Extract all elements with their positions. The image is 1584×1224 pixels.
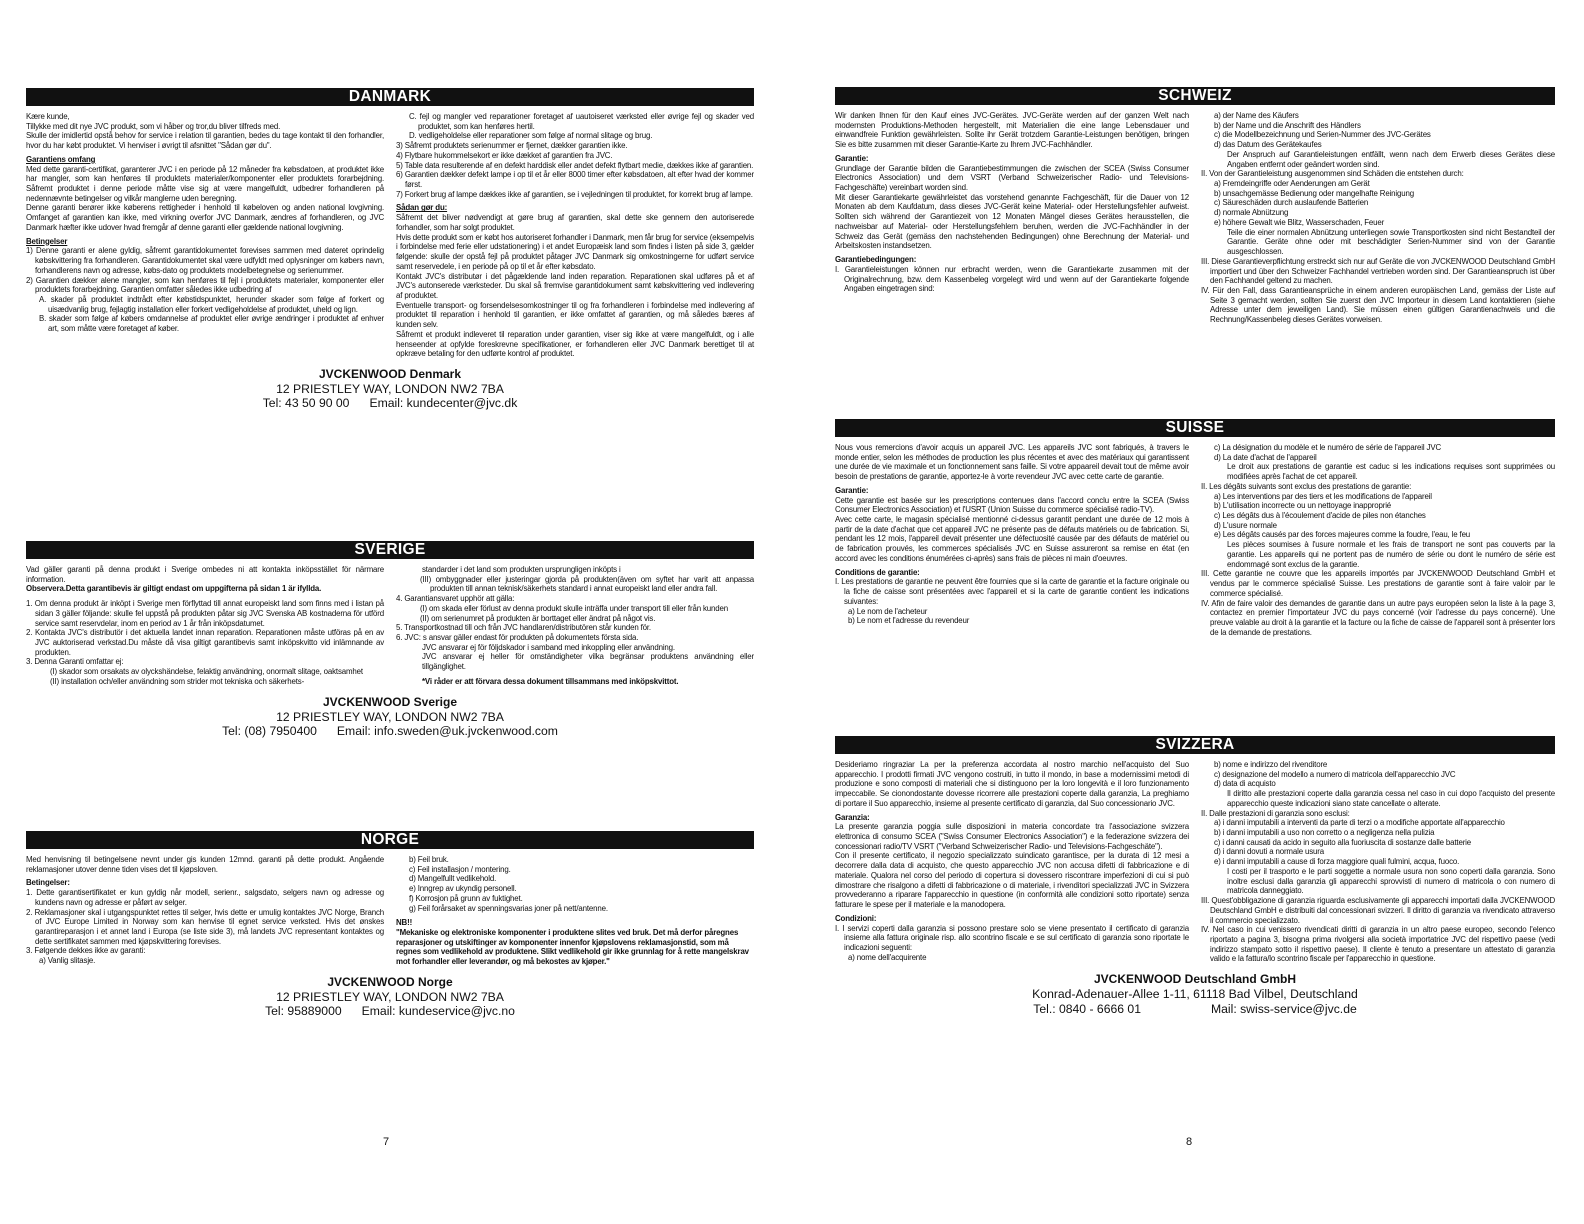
paragraph: Con il presente certificato, il negozio specializzato suindicato garantisce, per la durata di 12 mesi a decorrere dalla data di acquisto, che questo apparecchio JVC non accusa difetti di fabbricazione e di materiale. Qualora nel corso del periodo di copertura si dovessero riscontrare imperfezioni di cui si può dimostrare che risalgono a difetti di fabbricazione o di materiale, i rivenditori specializzati JVC in Svizzera provvederanno a riparare l'apparecchio in questione (in conformità alle condizioni sotto riportate) senza fatturare le spese per il materiale e la manodopera. bbox=[835, 851, 1189, 910]
paragraph: Med dette garanti-certifikat, garanterer JVC i en periode på 12 måneder fra købsdatoen, at produktet ikke har mangler, som kan henføres til produktets materialer/komponenter eller produktets forarbejdning. Såfremt produktet i denne periode måtte vise sig at være mangelfuldt, udbedrer forhandleren på nedennævnte betingelser og vilkår manglerne uden beregning. bbox=[26, 164, 384, 203]
list-item: c) die Modellbezeichnung und Serien-Nummer des JVC-Gerätes bbox=[1214, 130, 1431, 140]
subheading: Garanzia: bbox=[835, 812, 870, 822]
list-item: (II) installation och/eller användning som strider mot tekniska och säkerhets- bbox=[50, 676, 305, 686]
list-item: 1. Om denna produkt är inköpt i Sverige men förflyttad till annat europeiskt land som finns med i listan på sidan 3 gäller följande: skulle fel uppstå på produkten påtar sig JVC Svenska AB kostnaderna för utförd service samt reservdelar, inom en period av 1 år från inköpsdatumet. bbox=[26, 599, 384, 628]
paragraph: Kære kunde, bbox=[26, 112, 70, 121]
column-right bbox=[396, 855, 754, 967]
paragraph: I costi per il trasporto e le parti soggette a normale usura non sono coperti dalla garanzia. Sono inoltre esclusi dalla garanzia gli apparecchi sprovvisti di numero di matricola o con numero di matricola danneggiato. bbox=[1227, 866, 1555, 896]
column-left bbox=[26, 855, 384, 967]
paragraph: Le droit aux prestations de garantie est caduc si les indications requises sont supprimées ou modifiées après l'achat de cet appareil. bbox=[1227, 462, 1555, 482]
list-item: I. Les prestations de garantie ne peuvent être fournies que si la carte de garantie et la facture originale ou la fiche de caisse sont présentées avec l'appareil et si la carte de garantie contient les indications suivantes: bbox=[835, 577, 1189, 606]
paragraph: Såfremt et produkt indleveret til reparation under garantien, viser sig ikke at være mangelfuldt, og i alle henseender at opfylde foreskrevne specifikationer, er forhandleren eller JVC Danmark berettiget til at opkræve betaling for den udførte kontrol af produktet. bbox=[396, 329, 754, 359]
notice: Observera.Detta garantibevis är giltigt endast om uppgifterna på sidan 1 är ifyllda. bbox=[26, 584, 322, 594]
list-item: c) designazione del modello a numero di matricola dell'apparecchio JVC bbox=[1214, 769, 1456, 779]
list-item: I. I servizi coperti dalla garanzia si possono prestare solo se viene presentato il certificato di garanzia insieme alla fattura originale risp. allo scontrino fiscale e se sul certificato di garanzia sono riportate le indicazioni seguenti: bbox=[835, 923, 1189, 952]
paragraph: Il diritto alle prestazioni coperte dalla garanzia cessa nel caso in cui dopo l'acquisto del presente apparecchio queste indicazioni siano state cancellate o alterate. bbox=[1227, 789, 1555, 808]
subheading: Garantiebedingungen: bbox=[835, 255, 917, 265]
column-right bbox=[396, 112, 754, 359]
phone-number: Tel: 95889000 bbox=[265, 1004, 342, 1019]
list-item: (I) om skada eller förlust av denna produkt skulle inträffa under transport till eller från kunden bbox=[420, 603, 728, 613]
paragraph: Eventuelle transport- og forsendelsesomkostninger til og fra forhandleren i forbindelse med indlevering af produktet til reparation i henhold til garantien, er ikke omfattet af garantien, og må således bæres af kunden selv. bbox=[396, 300, 754, 330]
paragraph: Denne garanti berører ikke køberens rettigheder i henhold til købeloven og anden national lovgivning. Omfanget af garantien kan ikke, med virkning overfor JVC Danmark, ændres af forhandleren, og JVC Danmark hæfter ikke udover hvad fremgår af denne garanti eller gældende national lovgivning. bbox=[26, 203, 384, 232]
email-address: Mail: swiss-service@jvc.de bbox=[1210, 1001, 1357, 1016]
list-item: b) unsachgemässe Bedienung oder mangelhafte Reinigung bbox=[1214, 188, 1414, 198]
list-item: II. Les dégâts suivants sont exclus des prestations de garantie: bbox=[1201, 481, 1412, 491]
paragraph: Les pièces soumises à l'usure normale et les frais de transport ne sont pas couverts par la garantie. Les appareils qui ne portent pas de numéro de série ou dont le numéro de série est endommagé sont exclus de la garantie. bbox=[1227, 540, 1555, 569]
list-item: B. skader som følge af købers omdannelse af produktet eller øvrige ændringer i produktet af enhver art, som måtte være foretaget af køber. bbox=[39, 314, 384, 334]
list-item: b) Feil bruk. bbox=[409, 855, 449, 864]
list-item: (I) skador som orsakats av olyckshändelse, felaktig användning, onormalt slitage, oaktsamhet bbox=[50, 667, 363, 677]
phone-number: Tel.: 0840 - 6666 01 bbox=[1033, 1001, 1141, 1016]
notice: "Mekaniske og elektroniske komponenter i produktene slites ved bruk. Det må derfor påregnes reparasjoner og utskiftinger av komponenter innenfor kjøpslovens reklamasjonstid, som må regnes som vedlikehold av produktene. Slikt vedlikehold gir ikke grunnlag for å rette mangelskrav mot forhandler eller leverandør, og må bekostes av kjøper." bbox=[396, 928, 749, 967]
paragraph: Skulle der imidlertid opstå behov for service i relation til garantien, bedes du tage kontakt til den forhandler, hvor du har købt produktet. Vi henviser i øvrigt til afsnittet "Sådan gør du". bbox=[26, 131, 384, 151]
list-item: d) i danni dovuti a normale usura bbox=[1214, 847, 1324, 857]
notice: *Vi råder er att förvara dessa dokument tillsammans med inköpskvittot. bbox=[422, 676, 679, 686]
list-item: 1) Denne garanti er alene gyldig, såfremt garantidokumentet forevises sammen med dateret oprindelig købskvittering fra forhandleren. Garantidokumentet skal være udfyldt med oplysninger om købers navn, forhandlerens navn og adresse, købs-dato og produktets modelbetegnelse og serienummer. bbox=[26, 246, 384, 275]
section-title: DANMARK bbox=[26, 88, 754, 106]
paragraph: Der Anspruch auf Garantieleistungen entfällt, wenn nach dem Erwerb dieses Gerätes diese Angaben entfernt oder geändert worden sind. bbox=[1227, 149, 1555, 169]
list-item: f) Korrosjon på grunn av fuktighet. bbox=[409, 893, 523, 903]
list-item: d) normale Abnützung bbox=[1214, 208, 1289, 218]
page-right bbox=[792, 0, 1584, 1224]
list-item: d) data di acquisto bbox=[1214, 779, 1276, 789]
company-address: 12 PRIESTLEY WAY, LONDON NW2 7BA bbox=[276, 709, 504, 724]
column-right bbox=[1201, 760, 1555, 964]
paragraph: Såfremt det bliver nødvendigt at gøre brug af garantien, skal dette ske gennem den autoriserede forhandler, som har solgt produktet. bbox=[396, 213, 754, 232]
list-item: a) Le nom de l'acheteur bbox=[848, 606, 928, 616]
phone-number: Tel: (08) 7950400 bbox=[222, 724, 317, 739]
section-schweiz bbox=[835, 87, 1555, 325]
paragraph: JVC ansvarar ej för följdskador i samband med inkoppling eller användning. bbox=[422, 642, 675, 652]
list-item: D. vedligeholdelse eller reparationer som følge af normal slitage og brug. bbox=[409, 131, 653, 141]
paragraph: Grundlage der Garantie bilden die Garantiebestimmungen die zwischen der SCEA (Swiss Consumer Electronics Association) und dem VSRT (Verband Schweizerischer Radio- und Televisions-Fachgeschäfte) vereinbart worden sind. bbox=[835, 163, 1189, 193]
list-item: d) L'usure normale bbox=[1214, 520, 1277, 530]
list-item: II. Dalle prestazioni di garanzia sono esclusi: bbox=[1201, 808, 1350, 818]
column-left bbox=[26, 565, 384, 687]
company-address: Konrad-Adenauer-Allee 1-11, 61118 Bad Vilbel, Deutschland bbox=[1032, 987, 1358, 1002]
list-item: c) Säureschäden durch auslaufende Batterien bbox=[1214, 198, 1369, 208]
list-item: a) Fremdeingriffe oder Aenderungen am Gerät bbox=[1214, 179, 1370, 189]
company-name: JVCKENWOOD Sverige bbox=[322, 694, 458, 709]
section-suisse bbox=[835, 419, 1555, 637]
list-item: a) der Name des Käufers bbox=[1214, 111, 1299, 120]
list-item: c) i danni causati da acido in seguito alla fuoriuscita di sostanze dalle batterie bbox=[1214, 837, 1472, 847]
company-address: 12 PRIESTLEY WAY, LONDON NW2 7BA bbox=[276, 381, 504, 396]
phone-number: Tel: 43 50 90 00 bbox=[262, 396, 350, 411]
list-item: IV. Afin de faire valoir des demandes de garantie dans un autre pays européen selon la liste à la page 3, contactez en premier l'importateur JVC du pays concerné (voir l'adresse du pays concerné). Une preuve valable au droit à la garantie et la facture ou la fiche de caisse de l'appareil sont à présenter lors de la demande de prestations. bbox=[1201, 598, 1555, 637]
list-item: 4. Garantiansvaret upphör att gälla: bbox=[396, 594, 515, 604]
page-number: 7 bbox=[383, 1136, 390, 1148]
column-right bbox=[1201, 443, 1555, 637]
list-item: C. fejl og mangler ved reparationer foretaget af uautoiseret værksted eller øvrige fejl og skader ved produktet, som kan henføres hertil. bbox=[409, 112, 754, 131]
email-address: Email: kundeservice@jvc.no bbox=[361, 1004, 515, 1019]
paragraph: Avec cette carte, le magasin spécialisé mentionné ci-dessus garantit pendant une durée de 12 mois à partir de la date d'achat que cet appareil JVC ne présente pas de défauts matériels ou de fabrication. Si, pendant les 12 mois, l'appareil devait présenter une défectuosité causée par des défauts de matériel ou de fabrication prouvés, les commerces spécialisés JVC en Suisse assureront sa remise en état (en accord avec les conditions énumérées ci-après) sans frais de pièces ni main d'oeuvres. bbox=[835, 515, 1189, 563]
list-item: d) Mangelfullt vedlikehold. bbox=[409, 874, 497, 884]
column-left bbox=[835, 443, 1189, 637]
section-sverige bbox=[26, 541, 754, 739]
contact-block bbox=[26, 367, 754, 411]
list-item: d) das Datum des Gerätekaufes bbox=[1214, 140, 1322, 150]
email-address: Email: kundecenter@jvc.dk bbox=[369, 396, 518, 411]
list-item: c) Les dégâts dus à l'écoulement d'acide de piles non étanches bbox=[1214, 511, 1426, 521]
company-name: JVCKENWOOD Deutschland GmbH bbox=[1093, 972, 1297, 987]
company-address: 12 PRIESTLEY WAY, LONDON NW2 7BA bbox=[276, 989, 504, 1004]
subheading: Garantie: bbox=[835, 485, 869, 495]
list-item: c) Feil installasjon / montering. bbox=[409, 864, 511, 874]
list-item: e) i danni imputabili a cause di forza maggiore quali fulmini, acqua, fuoco. bbox=[1214, 857, 1460, 867]
paragraph: standarder i det land som produkten ursprungligen inköpts i bbox=[422, 565, 621, 574]
list-item: 2. Reklamasjoner skal i utgangspunktet rettes til selger, hvis dette er umulig kontaktes JVC Norge, Branch of JVC Europe Limited in Norway som kan henvise til egnet service verksted. Hvis det ønskes garantireparasjon i et annet land i Europa (se liste side 3), må landets JVC representant kontaktes og dette sertifikatet sammen med kjøpskvittering forevises. bbox=[26, 907, 384, 946]
paragraph: Mit dieser Garantiekarte gewährleistet das vorstehend genannte Fachgeschäft, für die Dauer von 12 Monaten ab dem Kaufdatum, dass dieses JVC-Gerät keine Material- oder Herstellungsfehler aufweist. Sollten sich während der Garantiezeit von 12 Monaten Mängel dieses Gerätes herausstellen, die nachweisbar auf Material- oder Herstellungsfehlern beruhen, werden die JVC-Fachhändler in der Schweiz das Gerät (gemäss den nachstehenden Bedingungen) ohne Berechnung der Material- und Arbeitskosten instandsetzen. bbox=[835, 192, 1189, 251]
column-left bbox=[835, 111, 1189, 325]
notice: NB!! bbox=[396, 918, 413, 928]
list-item: a) i danni imputabili a interventi da parte di terzi o a modifiche apportate all'apparecchio bbox=[1214, 818, 1505, 828]
list-item: A. skader på produktet indtrådt efter købstidspunktet, herunder skader som følge af forkert og uisædvanlig brug, fejlagtig installation eller forkert vedligeholdelse af produktet, uheld og lign. bbox=[39, 294, 384, 314]
subheading: Condizioni: bbox=[835, 913, 877, 923]
company-name: JVCKENWOOD Norge bbox=[327, 974, 453, 989]
list-item: 7) Forkert brug af lampe dækkes ikke af garantien, se i vejledningen til produktet, for korrekt brug af lampe. bbox=[396, 189, 753, 199]
list-item: 3. Denna Garanti omfattar ej: bbox=[26, 657, 124, 667]
section-title: NORGE bbox=[26, 831, 754, 849]
list-item: (III) ombyggnader eller justeringar gjorda på produkten(även om syftet har varit att anpassa produkten till annan teknisk/säkerhets standard i annat europeiskt land eller andra fall. bbox=[420, 574, 754, 594]
list-item: a) nome dell'acquirente bbox=[848, 952, 927, 962]
list-item: g) Feil forårsaket av spenningsvarias joner på nett/antenne. bbox=[409, 903, 608, 913]
subheading: Sådan gør du: bbox=[396, 203, 448, 213]
list-item: a) Les interventions par des tiers et les modifications de l'appareil bbox=[1214, 491, 1432, 501]
list-item: I. Garantieleistungen können nur erbracht werden, wenn die Garantiekarte zusammen mit der Originalrechnung, bzw. dem Kassenbeleg vorgelegt wird und wenn auf der Garantiekarte folgende Angaben eingetragen sind: bbox=[835, 264, 1189, 294]
section-norge bbox=[26, 831, 754, 1019]
list-item: (II) om serienumret på produkten är borttaget eller ändrat på något vis. bbox=[420, 613, 656, 623]
list-item: a) Vanlig slitasje. bbox=[39, 956, 96, 966]
subheading: Garantie: bbox=[835, 153, 869, 163]
column-left bbox=[26, 112, 384, 359]
list-item: 6) Garantien dækker defekt lampe i op til et år eller 8000 timer efter købsdatoen, alt efter hvad der kommer først. bbox=[396, 170, 754, 190]
list-item: III. Quest'obbligazione di garanzia riguarda esclusivamente gli apparecchi importati dalla JVCKENWOOD Deutschland GmbH e distribuiti dal concessionari svizzeri. Il diritto di garanzia va rivendicato attraverso il commercio specializzato. bbox=[1201, 896, 1555, 925]
email-address: Email: info.sweden@uk.jvckenwood.com bbox=[336, 724, 558, 739]
subheading: Betingelser: bbox=[26, 878, 70, 888]
paragraph: Hvis dette produkt som er købt hos autoriseret forhandler i Danmark, men får brug for service (eksempelvis i forbindelse med ferie eller udstationering) i et andet Europæisk land som findes i listen på side 3, gælder følgende: skulle der opstå fejl på produktet påtager JVC Danmark sig omkostningerne for udført service samt reservedele, i en periode på op til et år efter købsdato. bbox=[396, 232, 754, 271]
section-title: SVERIGE bbox=[26, 541, 754, 559]
list-item: e) höhere Gewalt wie Blitz, Wasserschaden, Feuer bbox=[1214, 217, 1385, 227]
list-item: 2) Garantien dækker alene mangler, som kan henføres til fejl i produktets materialer, komponenter eller produktets forarbejdning. Garantien omfatter således ikke udbedring af bbox=[26, 275, 384, 295]
list-item: e) Les dégâts causés par des forces majeures comme la foudre, l'eau, le feu bbox=[1214, 530, 1471, 540]
list-item: c) La désignation du modèle et le numéro de série de l'appareil JVC bbox=[1214, 443, 1442, 452]
list-item: 1. Dette garantisertifikatet er kun gyldig når modell, serienr., salgsdato, selgers navn og adresse og kundens navn og adresse er påført av selger. bbox=[26, 888, 384, 907]
paragraph: Vad gäller garanti på denna produkt i Sverige ombedes ni att kontakta inköpsstället för närmare information. bbox=[26, 565, 384, 584]
paragraph: Tillykke med dit nye JVC produkt, som vi håber og tror,du bliver tilfreds med. bbox=[26, 121, 281, 131]
subheading: Conditions de garantie: bbox=[835, 567, 920, 577]
section-title: SVIZZERA bbox=[835, 736, 1555, 754]
subheading: Garantiens omfang bbox=[26, 154, 96, 164]
list-item: III. Cette garantie ne couvre que les appareils importés par JVCKENWOOD Deutschland GmbH et vendus par le commerce spécialisé Suisse. Les prestations de garantie sont à faire valoir par le commerce spécialisé. bbox=[1201, 569, 1555, 598]
paragraph: Cette garantie est basée sur les prescriptions contenues dans l'accord conclu entre la SCEA (Swiss Consumer Electronics Association) et l'USRT (Union Suisse du commerce spécialisé radio-TV). bbox=[835, 495, 1189, 515]
paragraph: Nous vous remercions d'avoir acquis un appareil JVC. Les appareils JVC sont fabriqués, à travers le monde entier, selon les méthodes de production les plus récentes et avec des matériaux qui garantissent une durée de vie maximale et un fonctionnement sans faille. Si votre appaareil devait tout de même avoir besoin de prestations de garantie, apportez-le à vorte revendeur JVC avec cette carte de garantie. bbox=[835, 443, 1189, 482]
paragraph: Med henvisning til betingelsene nevnt under gis kunden 12mnd. garanti på dette produkt. Angående reklamasjoner utover denne tiden vises det til kjøpsloven. bbox=[26, 855, 384, 874]
list-item: d) La date d'achat de l'appareil bbox=[1214, 452, 1317, 462]
list-item: III. Diese Garantieverpflichtung erstreckt sich nur auf Geräte die von JVCKENWOOD Deutschland GmbH importiert und über den Schweizer Fachhandel vertrieben worden sind. Der Garantieanspruch ist über den Fachhandel geltend zu machen. bbox=[1201, 256, 1555, 286]
column-right bbox=[1201, 111, 1555, 325]
company-name: JVCKENWOOD Denmark bbox=[318, 366, 462, 381]
list-item: 5. Transportkostnad till och från JVC handlaren/distributören står kunden för. bbox=[396, 623, 651, 633]
list-item: 5) Table data resulterende af en defekt harddisk eller andet defekt flytbart medie, dækkes ikke af garantien. bbox=[396, 160, 754, 170]
list-item: b) L'utilisation incorrecte ou un nettoyage inapproprié bbox=[1214, 501, 1392, 511]
list-item: 3. Følgende dekkes ikke av garanti: bbox=[26, 946, 146, 956]
section-svizzera bbox=[835, 736, 1555, 1016]
page-number: 8 bbox=[1186, 1136, 1193, 1148]
section-title: SUISSE bbox=[835, 419, 1555, 437]
subheading: Betingelser bbox=[26, 236, 68, 246]
section-danmark bbox=[26, 88, 754, 411]
list-item: b) Le nom et l'adresse du revendeur bbox=[848, 616, 970, 626]
contact-block bbox=[835, 972, 1555, 1016]
column-right bbox=[396, 565, 754, 687]
list-item: e) Inngrep av ukyndig personell. bbox=[409, 884, 517, 894]
list-item: b) i danni imputabili a uso non corretto o a negligenza nella pulizia bbox=[1214, 828, 1435, 838]
paragraph: Kontakt JVC's distributør i det pågældende land inden reparation. Reparationen skal udføres på et af JVC's autonserede værksteder. Du skal så fremvise garantidokument samt købskvittering ved indlevering af produktet. bbox=[396, 271, 754, 300]
paragraph: Desideriamo ringraziar La per la preferenza accordata al nostro marchio nell'acquisto del Suo apparecchio. I prodotti firmati JVC vengono costruiti, in tutto il mondo, in base a modernissimi metodi di produzione e sono composti di materiali che si distinguono per la loro longevità e il loro funzionamento impeccabile. Se cionondostante dovesse ricorrere alle prestazioni coperte dalla garanzia, La preghiamo di portare il Suo apparecchio, insieme al presente certificato di garanzia, dal Suo concessionario JVC. bbox=[835, 760, 1189, 808]
paragraph: JVC ansvarar ej heller för omständigheter vilka begränsar produktens användning eller tillgänglighet. bbox=[422, 652, 754, 672]
list-item: IV. Nel caso in cui venissero rivendicati diritti di garanzia in un altro paese europeo, secondo l'elenco riportato a pagina 3, bisogna prima rivolgersi alla società importatrice JVC del rispettivo paese (vedi indirizzo stampato sotto il rispettivo paese). Il cliente è tenuto a presentare un attestato di garanzia valido e la fattura/lo scontrino fiscale per l'apparecchio in questione. bbox=[1201, 925, 1555, 964]
paragraph: Teile die einer normalen Abnützung unterliegen sowie Transportkosten sind nicht Bestandteil der Garantie. Geräte ohne oder mit beschädigter Serien-Nummer sind von der Garantie ausgeschlossen. bbox=[1227, 227, 1555, 257]
list-item: 3) Såfremt produktets serienummer er fjernet, dækker garantien ikke. bbox=[396, 141, 628, 151]
list-item: II. Von der Garantieleistung ausgenommen sind Schäden die entstehen durch: bbox=[1201, 169, 1464, 179]
list-item: IV. Für den Fall, dass Garantieansprüche in einem anderen europäischen Land, gemäss der Liste auf Seite 3 gemacht werden, sollten Sie zuerst den JVC Importeur in diesem Land kontaktieren (siehe Adresse unter dem jeweiligen Land). Sie müssen einen gültigen Garantienachweis und die Rechnung/Kassenbeleg dieses Gerätes vorweisen. bbox=[1201, 285, 1555, 325]
list-item: 4) Flytbare hukommelsekort er ikke dækket af garantien fra JVC. bbox=[396, 150, 613, 160]
paragraph: La presente garanzia poggia sulle disposizioni in materia concordate tra l'associazione svizzera elettronica di consumo SCEA ("Swiss Consumer Electronics Association") e la federazione svizzera dei concessionari radio/TV VSRT ("Verband Schweizerischer Radio- und Televisions-Fachgeschäte"). bbox=[835, 822, 1189, 851]
list-item: b) nome e indirizzo del rivenditore bbox=[1214, 760, 1328, 769]
contact-block bbox=[26, 975, 754, 1019]
column-left bbox=[835, 760, 1189, 964]
section-title: SCHWEIZ bbox=[835, 87, 1555, 105]
list-item: 2. Kontakta JVC's distributör i det aktuella landet innan reparation. Reparationen måste utföras på en av JVC auktoriserad verkstad.Du måste då visa giltigt garantibevis samt inköpskvitto vid inlämnande av produkten. bbox=[26, 628, 384, 657]
list-item: 6. JVC: s ansvar gäller endast för produkten på dokumentets första sida. bbox=[396, 633, 639, 643]
contact-block bbox=[26, 695, 754, 739]
paragraph: Wir danken Ihnen für den Kauf eines JVC-Gerätes. JVC-Geräte werden auf der ganzen Welt nach modernsten Produktions-Methoden hergestellt, mit Materialien die eine lange Lebensdauer und einwandfreie Funktion gewährleisten. Sollte ihr Gerät trotzdem Garantie-Leistungen benötigen, bringen Sie es bitte zusammen mit dieser Garantie-Karte zu Ihrem JVC-Fachhändler. bbox=[835, 111, 1189, 150]
list-item: b) der Name und die Anschrift des Händlers bbox=[1214, 120, 1361, 130]
